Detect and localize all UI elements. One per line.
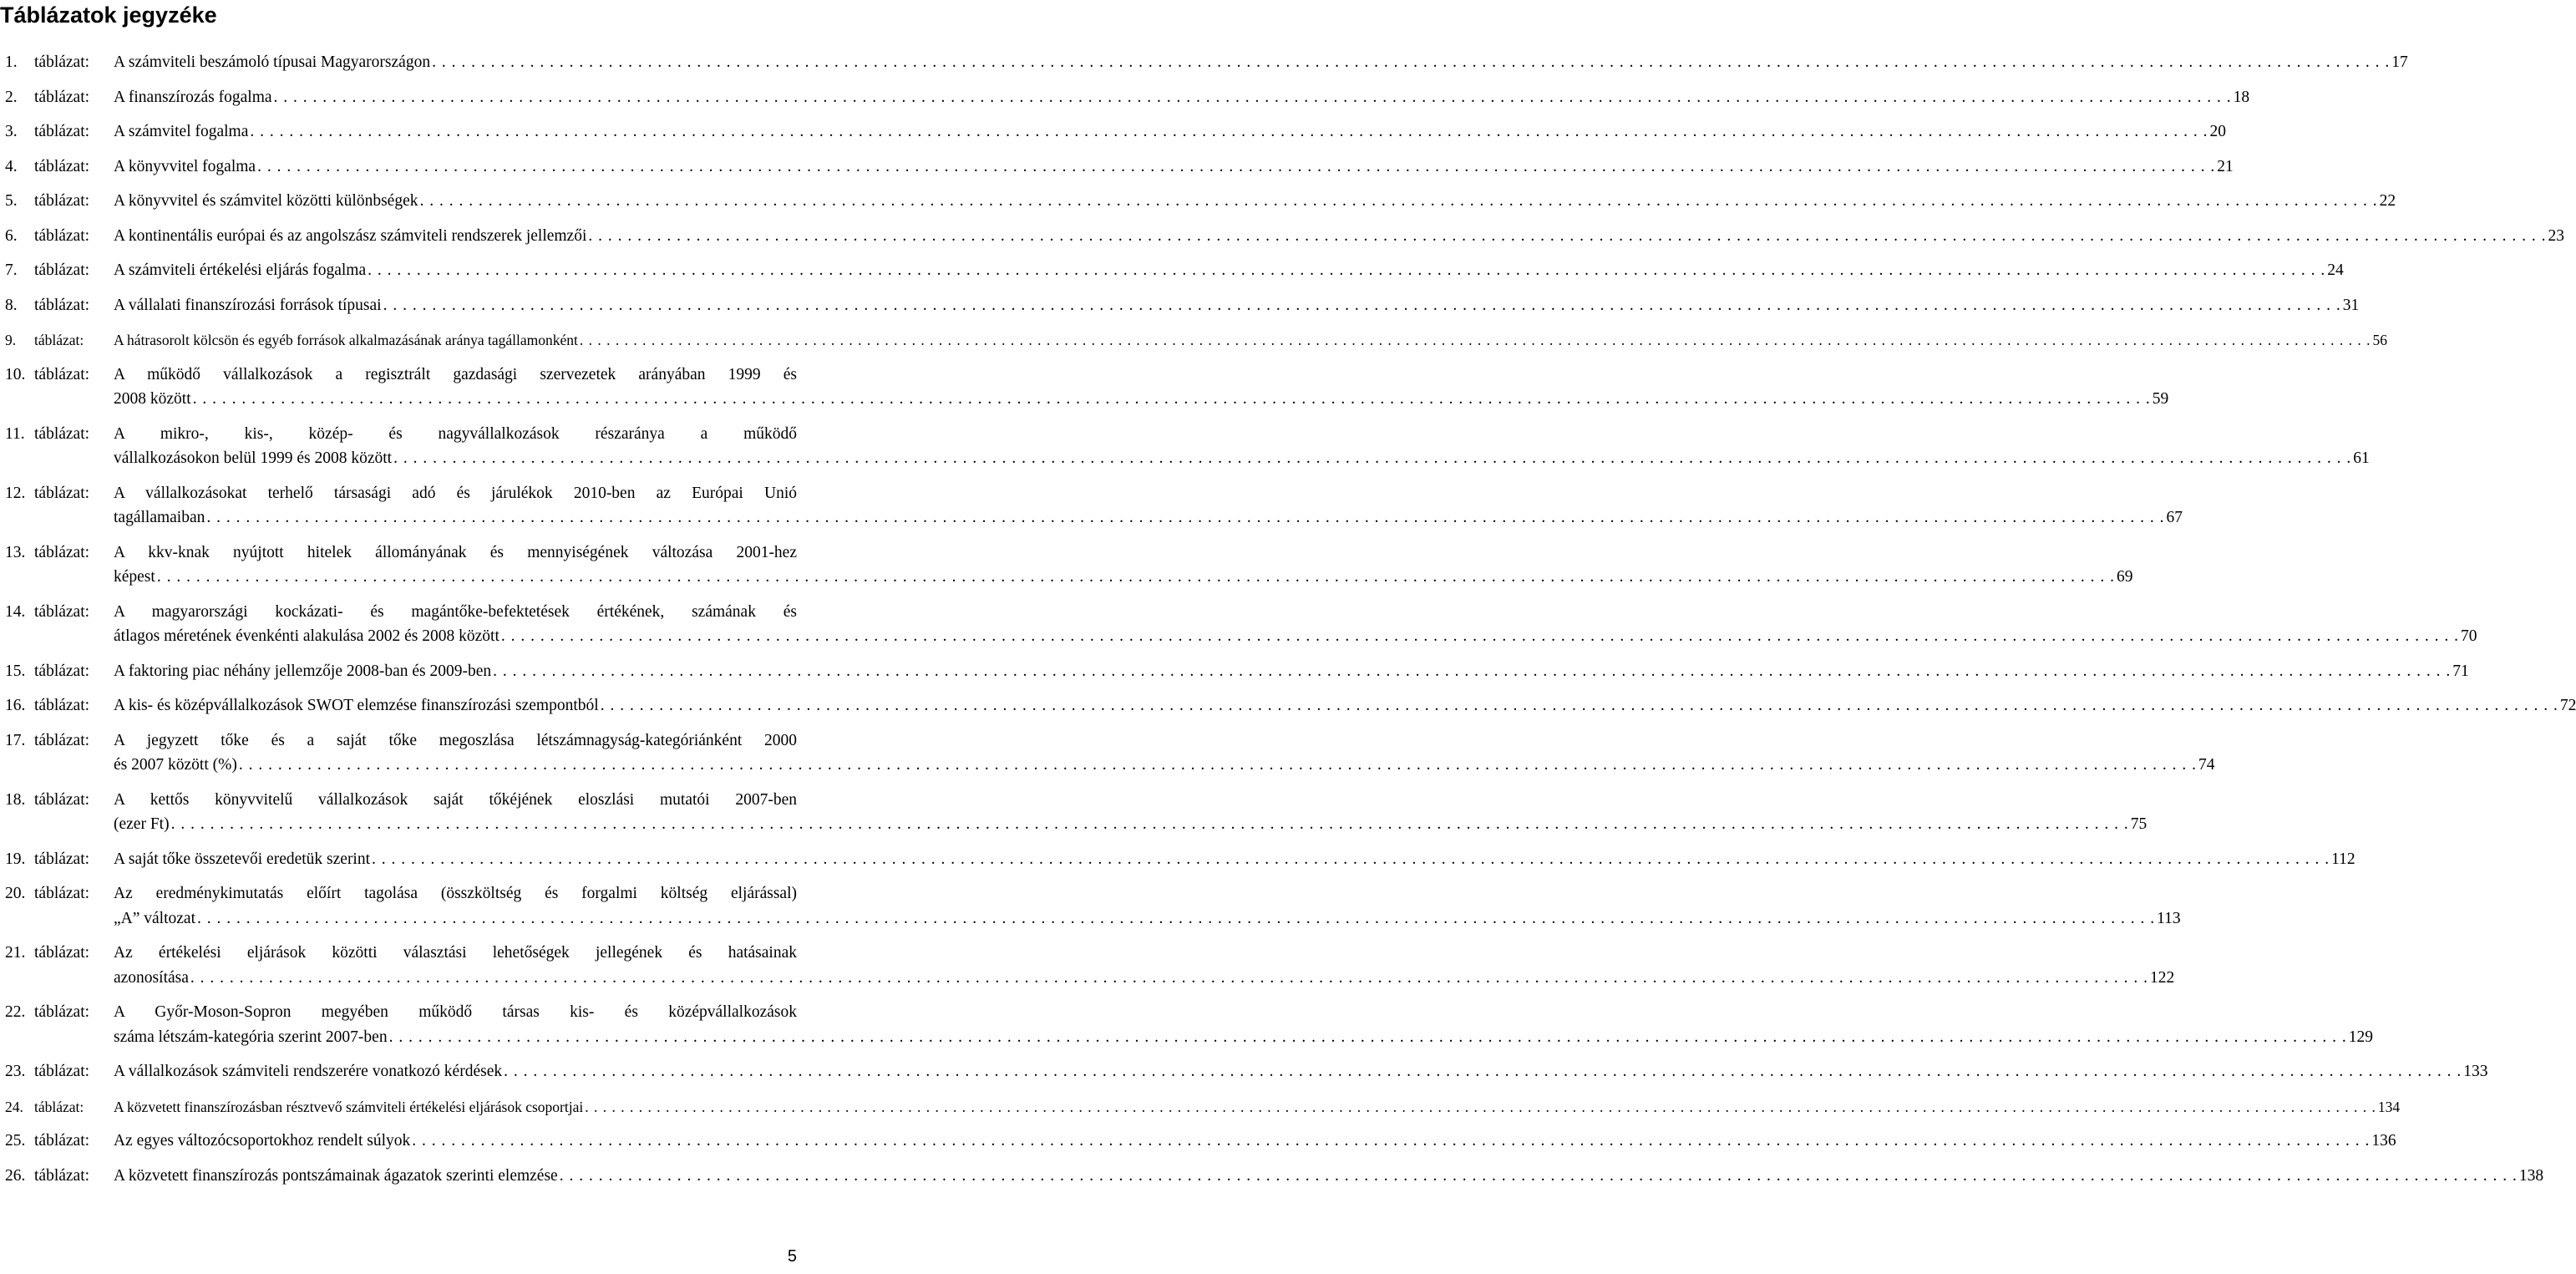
entry-title-line: [114, 387, 2169, 412]
dot-leader: . . . . . . . . . . . . . . . . . . . . . . . . . . . . . . . . . . . . . . . . . . . . . . . . . . . . . . . . . . . . . . . . . . . . . . . . . . . . . . . . . . . . . . . . . . . . . . . . . . . . . . . . . . . . . . . . . . . . . . . . . . . . . . . . . . . . . . . . . . . . . . . . . . . . . . . . . . . . . . . . . . . . . . . . . . . . . . . . . . . . . . . . . . . . . . . . . . . . . . . .: [156, 568, 2115, 586]
entry-title-line: [114, 753, 2215, 778]
entry-page-number: 23: [2548, 226, 2565, 245]
entry-number: 21.: [5, 944, 26, 962]
entry-label: táblázat:: [34, 226, 90, 245]
dot-leader: . . . . . . . . . . . . . . . . . . . . . . . . . . . . . . . . . . . . . . . . . . . . . . . . . . . . . . . . . . . . . . . . . . . . . . . . . . . . . . . . . . . . . . . . . . . . . . . . . . . . . . . . . . . . . . . . . . . . . . . . . . . . . . . . . . . . . . . . . . . . . . . . . . . . . . . . . . . . . . . . . . . . . . . . . . . . . . . . . . . . . . . . . . . . . . . . . . . . . . . .: [585, 1098, 2376, 1115]
entry-title: száma létszám-kategória szerint 2007-ben: [114, 1028, 388, 1046]
entry-title-line: [114, 85, 2250, 110]
entry-title-line: [114, 1129, 2396, 1154]
entry-title: Az egyes változócsoportokhoz rendelt súlyok: [114, 1132, 411, 1150]
dot-leader: . . . . . . . . . . . . . . . . . . . . . . . . . . . . . . . . . . . . . . . . . . . . . . . . . . . . . . . . . . . . . . . . . . . . . . . . . . . . . . . . . . . . . . . . . . . . . . . . . . . . . . . . . . . . . . . . . . . . . . . . . . . . . . . . . . . . . . . . . . . . . . . . . . . . . . . . . . . . . . . . . . . . . . . . . . . . . . . . . . . . . . . . . . . . . . . . . . . . . . . .: [432, 53, 2391, 71]
entry-label: táblázat:: [34, 424, 90, 443]
entry-page-number: 134: [2377, 1098, 2401, 1115]
entry-title-line: [114, 189, 2396, 214]
entry-title-line: [114, 327, 2388, 353]
dot-leader: . . . . . . . . . . . . . . . . . . . . . . . . . . . . . . . . . . . . . . . . . . . . . . . . . . . . . . . . . . . . . . . . . . . . . . . . . . . . . . . . . . . . . . . . . . . . . . . . . . . . . . . . . . . . . . . . . . . . . . . . . . . . . . . . . . . . . . . . . . . . . . . . . . . . . . . . . . . . . . . . . . . . . . . . . . . . . . . . . . . . . . . . . . . . . . . . . . . . . . . .: [273, 88, 2232, 106]
entry-number: 4.: [5, 157, 18, 175]
entry-label: táblázat:: [34, 1132, 90, 1150]
entry-label: táblázat:: [34, 296, 90, 314]
entry-label: táblázat:: [34, 88, 90, 106]
entry-number: 12.: [5, 484, 26, 502]
entry-number: 17.: [5, 731, 26, 749]
entry-title: A működő vállalkozások a regisztrált gazdasági szervezetek arányában 1999 és: [114, 365, 797, 383]
page-title: Táblázatok jegyzéke: [0, 3, 217, 28]
entry-title: A finanszírozás fogalma: [114, 88, 272, 106]
dot-leader: . . . . . . . . . . . . . . . . . . . . . . . . . . . . . . . . . . . . . . . . . . . . . . . . . . . . . . . . . . . . . . . . . . . . . . . . . . . . . . . . . . . . . . . . . . . . . . . . . . . . . . . . . . . . . . . . . . . . . . . . . . . . . . . . . . . . . . . . . . . . . . . . . . . . . . . . . . . . . . . . . . . . . . . . . . . . . . . . . . . . . . . . . . . . . . . . . . . . . . . .: [192, 390, 2151, 408]
dot-leader: . . . . . . . . . . . . . . . . . . . . . . . . . . . . . . . . . . . . . . . . . . . . . . . . . . . . . . . . . . . . . . . . . . . . . . . . . . . . . . . . . . . . . . . . . . . . . . . . . . . . . . . . . . . . . . . . . . . . . . . . . . . . . . . . . . . . . . . . . . . . . . . . . . . . . . . . . . . . . . . . . . . . . . . . . . . . . . . . . . . . . . . . . . . . . . . . . . . . . . . .: [197, 909, 2156, 927]
entry-page-number: 17: [2391, 53, 2408, 71]
entry-title: A számvitel fogalma: [114, 123, 249, 140]
entry-title: A Győr-Moson-Sopron megyében működő társas kis- és középvállalkozások: [114, 1003, 797, 1021]
dot-leader: . . . . . . . . . . . . . . . . . . . . . . . . . . . . . . . . . . . . . . . . . . . . . . . . . . . . . . . . . . . . . . . . . . . . . . . . . . . . . . . . . . . . . . . . . . . . . . . . . . . . . . . . . . . . . . . . . . . . . . . . . . . . . . . . . . . . . . . . . . . . . . . . . . . . . . . . . . . . . . . . . . . . . . . . . . . . . . . . . . . . . . . . . . . . . . . . . . . . . . . .: [190, 968, 2149, 987]
entry-title: vállalkozásokon belül 1999 és 2008 között: [114, 449, 393, 467]
entry-title: A kkv-knak nyújtott hitelek állományának és mennyiségének változása 2001-hez: [114, 543, 797, 561]
entry-title: A könyvvitel fogalma: [114, 157, 256, 175]
entry-label: táblázat:: [34, 697, 90, 714]
entry-title: A mikro-, kis-, közép- és nagyvállalkozások részaránya a működő: [114, 424, 797, 443]
entry-title: (ezer Ft): [114, 815, 170, 833]
entry-number: 25.: [5, 1132, 26, 1150]
entry-number: 16.: [5, 697, 26, 714]
entry-title: A vállalati finanszírozási források típusai: [114, 296, 382, 314]
entry-label: táblázat:: [34, 1098, 84, 1115]
entry-number: 8.: [5, 296, 18, 314]
entry-title: Az értékelési eljárások közötti választási lehetőségek jellegének és hatásainak: [114, 944, 797, 962]
entry-title: A számviteli értékelési eljárás fogalma: [114, 261, 367, 279]
entry-number: 19.: [5, 850, 26, 868]
entry-label: táblázat:: [34, 53, 90, 71]
entry-page-number: 21: [2217, 157, 2234, 175]
entry-number: 1.: [5, 53, 18, 71]
entry-title: A jegyzett tőke és a saját tőke megoszlása létszámnagyság-kategóriánként 2000: [114, 731, 797, 749]
entry-label: táblázat:: [34, 365, 90, 383]
entry-page-number: 74: [2198, 756, 2215, 774]
page-number: 5: [787, 1247, 797, 1266]
entry-label: táblázat:: [34, 261, 90, 279]
dot-leader: . . . . . . . . . . . . . . . . . . . . . . . . . . . . . . . . . . . . . . . . . . . . . . . . . . . . . . . . . . . . . . . . . . . . . . . . . . . . . . . . . . . . . . . . . . . . . . . . . . . . . . . . . . . . . . . . . . . . . . . . . . . . . . . . . . . . . . . . . . . . . . . . . . . . . . . . . . . . . . . . . . . . . . . . . . . . . . . . . . . . . . . . . . . . . . . . . . . . . . . .: [493, 662, 2452, 680]
entry-page-number: 24: [2327, 261, 2344, 279]
entry-label: táblázat:: [34, 1063, 90, 1080]
entry-title-line: [114, 258, 2344, 283]
entry-number: 5.: [5, 192, 18, 210]
dot-leader: . . . . . . . . . . . . . . . . . . . . . . . . . . . . . . . . . . . . . . . . . . . . . . . . . . . . . . . . . . . . . . . . . . . . . . . . . . . . . . . . . . . . . . . . . . . . . . . . . . . . . . . . . . . . . . . . . . . . . . . . . . . . . . . . . . . . . . . . . . . . . . . . . . . . . . . . . . . . . . . . . . . . . . . . . . . . . . . . . . . . . . . . . . . . . . . . . . . . . . . .: [257, 157, 2216, 175]
entry-page-number: 113: [2157, 909, 2181, 927]
entry-title-line: [114, 1164, 2544, 1189]
entry-page-number: 129: [2348, 1028, 2373, 1046]
entry-title: azonosítása: [114, 968, 189, 987]
entry-number: 22.: [5, 1003, 26, 1021]
entry-title-line: [114, 119, 2226, 145]
entry-number: 6.: [5, 226, 18, 245]
entry-title: A könyvvitel és számvitel közötti különbségek: [114, 192, 418, 210]
entry-label: táblázat:: [34, 1003, 90, 1021]
entry-title: A kontinentális európai és az angolszász számviteli rendszerek jellemzői: [114, 226, 587, 245]
entry-label: táblázat:: [34, 1166, 90, 1185]
entry-page-number: 70: [2461, 627, 2477, 645]
entry-number: 24.: [5, 1098, 23, 1115]
entry-page-number: 59: [2152, 390, 2169, 408]
entry-title: A közvetett finanszírozás pontszámainak ágazatok szerinti elemzése: [114, 1166, 558, 1185]
entry-page-number: 72: [2559, 697, 2576, 714]
entry-label: táblázat:: [34, 885, 90, 902]
entry-title: A vállalkozásokat terhelő társasági adó és járulékok 2010-ben az Európai Unió: [114, 484, 797, 502]
entry-number: 15.: [5, 662, 26, 680]
entry-label: táblázat:: [34, 157, 90, 175]
entry-label: táblázat:: [34, 731, 90, 749]
entry-page-number: 138: [2518, 1166, 2544, 1185]
entry-label: táblázat:: [34, 192, 90, 210]
dot-leader: . . . . . . . . . . . . . . . . . . . . . . . . . . . . . . . . . . . . . . . . . . . . . . . . . . . . . . . . . . . . . . . . . . . . . . . . . . . . . . . . . . . . . . . . . . . . . . . . . . . . . . . . . . . . . . . . . . . . . . . . . . . . . . . . . . . . . . . . . . . . . . . . . . . . . . . . . . . . . . . . . . . . . . . . . . . . . . . . . . . . . . . . . . . . . . . . . . . . . . . .: [368, 261, 2326, 279]
entry-title-line: [114, 1059, 2488, 1084]
entry-page-number: 71: [2452, 662, 2469, 680]
entry-number: 3.: [5, 123, 18, 140]
dot-leader: . . . . . . . . . . . . . . . . . . . . . . . . . . . . . . . . . . . . . . . . . . . . . . . . . . . . . . . . . . . . . . . . . . . . . . . . . . . . . . . . . . . . . . . . . . . . . . . . . . . . . . . . . . . . . . . . . . . . . . . . . . . . . . . . . . . . . . . . . . . . . . . . . . . . . . . . . . . . . . . . . . . . . . . . . . . . . . . . . . . . . . . . . . . . . . . . . . . . . . . .: [250, 123, 2208, 140]
entry-title: A faktoring piac néhány jellemzője 2008-ban és 2009-ben: [114, 662, 492, 680]
entry-number: 11.: [5, 424, 25, 443]
entry-page-number: 56: [2372, 332, 2388, 348]
entry-title: „A” változat: [114, 909, 195, 927]
entry-number: 20.: [5, 885, 26, 902]
entry-label: táblázat:: [34, 602, 90, 621]
entry-title-line: [114, 565, 2133, 590]
entry-page-number: 112: [2331, 850, 2355, 868]
dot-leader: . . . . . . . . . . . . . . . . . . . . . . . . . . . . . . . . . . . . . . . . . . . . . . . . . . . . . . . . . . . . . . . . . . . . . . . . . . . . . . . . . . . . . . . . . . . . . . . . . . . . . . . . . . . . . . . . . . . . . . . . . . . . . . . . . . . . . . . . . . . . . . . . . . . . . . . . . . . . . . . . . . . . . . . . . . . . . . . . . . . . . . . . . . . . . . . . . . . . . . . .: [559, 1166, 2518, 1185]
dot-leader: . . . . . . . . . . . . . . . . . . . . . . . . . . . . . . . . . . . . . . . . . . . . . . . . . . . . . . . . . . . . . . . . . . . . . . . . . . . . . . . . . . . . . . . . . . . . . . . . . . . . . . . . . . . . . . . . . . . . . . . . . . . . . . . . . . . . . . . . . . . . . . . . . . . . . . . . . . . . . . . . . . . . . . . . . . . . . . . . . . . . . . . . . . . . . . . . . . . . . . . .: [372, 850, 2330, 868]
entry-page-number: 22: [2379, 192, 2396, 210]
dot-leader: . . . . . . . . . . . . . . . . . . . . . . . . . . . . . . . . . . . . . . . . . . . . . . . . . . . . . . . . . . . . . . . . . . . . . . . . . . . . . . . . . . . . . . . . . . . . . . . . . . . . . . . . . . . . . . . . . . . . . . . . . . . . . . . . . . . . . . . . . . . . . . . . . . . . . . . . . . . . . . . . . . . . . . . . . . . . . . . . . . . . . . . . . . . . . . . . . . . . . . . .: [412, 1132, 2371, 1150]
entry-title: A kettős könyvvitelű vállalkozások saját tőkéjének eloszlási mutatói 2007-ben: [114, 790, 797, 809]
entry-number: 26.: [5, 1166, 26, 1185]
entry-label: táblázat:: [34, 543, 90, 561]
entry-title: képest: [114, 568, 155, 586]
entry-label: táblázat:: [34, 790, 90, 809]
dot-leader: . . . . . . . . . . . . . . . . . . . . . . . . . . . . . . . . . . . . . . . . . . . . . . . . . . . . . . . . . . . . . . . . . . . . . . . . . . . . . . . . . . . . . . . . . . . . . . . . . . . . . . . . . . . . . . . . . . . . . . . . . . . . . . . . . . . . . . . . . . . . . . . . . . . . . . . . . . . . . . . . . . . . . . . . . . . . . . . . . . . . . . . . . . . . . . . . . . . . . . . .: [419, 192, 2378, 210]
entry-title-line: [114, 1025, 2373, 1050]
entry-title-line: [114, 659, 2469, 684]
entry-title: 2008 között: [114, 390, 191, 408]
entry-number: 7.: [5, 261, 18, 279]
entry-title: A hátrasorolt kölcsön és egyéb források alkalmazásának aránya tagállamonként: [114, 332, 578, 348]
dot-leader: . . . . . . . . . . . . . . . . . . . . . . . . . . . . . . . . . . . . . . . . . . . . . . . . . . . . . . . . . . . . . . . . . . . . . . . . . . . . . . . . . . . . . . . . . . . . . . . . . . . . . . . . . . . . . . . . . . . . . . . . . . . . . . . . . . . . . . . . . . . . . . . . . . . . . . . . . . . . . . . . . . . . . . . . . . . . . . . . . . . . . . . . . . . . . . . . . . . . . . . .: [238, 756, 2197, 774]
dot-leader: . . . . . . . . . . . . . . . . . . . . . . . . . . . . . . . . . . . . . . . . . . . . . . . . . . . . . . . . . . . . . . . . . . . . . . . . . . . . . . . . . . . . . . . . . . . . . . . . . . . . . . . . . . . . . . . . . . . . . . . . . . . . . . . . . . . . . . . . . . . . . . . . . . . . . . . . . . . . . . . . . . . . . . . . . . . . . . . . . . . . . . . . . . . . . . . . . . . . . . . .: [500, 627, 2460, 645]
entry-title-line: [114, 155, 2234, 180]
entry-title-line: [114, 224, 2565, 249]
entry-title-line: [114, 1094, 2401, 1119]
entry-title: A vállalkozások számviteli rendszerére vonatkozó kérdések: [114, 1063, 503, 1080]
entry-label: táblázat:: [34, 944, 90, 962]
entry-label: táblázat:: [34, 662, 90, 680]
entry-title: A kis- és középvállalkozások SWOT elemzése finanszírozási szempontból: [114, 697, 599, 714]
entry-page-number: 136: [2371, 1132, 2396, 1150]
entry-title: A saját tőke összetevői eredetük szerint: [114, 850, 371, 868]
dot-leader: . . . . . . . . . . . . . . . . . . . . . . . . . . . . . . . . . . . . . . . . . . . . . . . . . . . . . . . . . . . . . . . . . . . . . . . . . . . . . . . . . . . . . . . . . . . . . . . . . . . . . . . . . . . . . . . . . . . . . . . . . . . . . . . . . . . . . . . . . . . . . . . . . . . . . . . . . . . . . . . . . . . . . . . . . . . . . . . . . . . . . . . . . . . . . . . . . . . . . . . .: [579, 332, 2371, 348]
entry-title: és 2007 között (%): [114, 756, 237, 774]
entry-number: 2.: [5, 88, 18, 106]
dot-leader: . . . . . . . . . . . . . . . . . . . . . . . . . . . . . . . . . . . . . . . . . . . . . . . . . . . . . . . . . . . . . . . . . . . . . . . . . . . . . . . . . . . . . . . . . . . . . . . . . . . . . . . . . . . . . . . . . . . . . . . . . . . . . . . . . . . . . . . . . . . . . . . . . . . . . . . . . . . . . . . . . . . . . . . . . . . . . . . . . . . . . . . . . . . . . . . . . . . . . . . .: [206, 509, 2165, 526]
entry-number: 9.: [5, 332, 17, 348]
entry-title-line: [114, 293, 2360, 318]
entry-title: A számviteli beszámoló típusai Magyarországon: [114, 53, 431, 71]
entry-title-line: [114, 966, 2175, 991]
entry-title: Az eredménykimutatás előírt tagolása (összköltség és forgalmi költség eljárással): [114, 885, 797, 902]
dot-leader: . . . . . . . . . . . . . . . . . . . . . . . . . . . . . . . . . . . . . . . . . . . . . . . . . . . . . . . . . . . . . . . . . . . . . . . . . . . . . . . . . . . . . . . . . . . . . . . . . . . . . . . . . . . . . . . . . . . . . . . . . . . . . . . . . . . . . . . . . . . . . . . . . . . . . . . . . . . . . . . . . . . . . . . . . . . . . . . . . . . . . . . . . . . . . . . . . . . . . . . .: [170, 815, 2129, 833]
entry-title-line: [114, 812, 2148, 837]
entry-title-line: [114, 446, 2370, 471]
entry-page-number: 69: [2116, 568, 2133, 586]
entry-title-line: [114, 505, 2183, 530]
entry-number: 14.: [5, 602, 26, 621]
dot-leader: . . . . . . . . . . . . . . . . . . . . . . . . . . . . . . . . . . . . . . . . . . . . . . . . . . . . . . . . . . . . . . . . . . . . . . . . . . . . . . . . . . . . . . . . . . . . . . . . . . . . . . . . . . . . . . . . . . . . . . . . . . . . . . . . . . . . . . . . . . . . . . . . . . . . . . . . . . . . . . . . . . . . . . . . . . . . . . . . . . . . . . . . . . . . . . . . . . . . . . . .: [588, 226, 2547, 245]
entry-page-number: 67: [2166, 509, 2183, 526]
entry-number: 18.: [5, 790, 26, 809]
entry-number: 23.: [5, 1063, 26, 1080]
entry-page-number: 75: [2130, 815, 2148, 833]
entry-page-number: 31: [2342, 296, 2360, 314]
entry-title-line: [114, 50, 2408, 75]
entry-number: 10.: [5, 365, 26, 383]
entry-title-line: [114, 624, 2477, 649]
entry-label: táblázat:: [34, 123, 90, 140]
dot-leader: . . . . . . . . . . . . . . . . . . . . . . . . . . . . . . . . . . . . . . . . . . . . . . . . . . . . . . . . . . . . . . . . . . . . . . . . . . . . . . . . . . . . . . . . . . . . . . . . . . . . . . . . . . . . . . . . . . . . . . . . . . . . . . . . . . . . . . . . . . . . . . . . . . . . . . . . . . . . . . . . . . . . . . . . . . . . . . . . . . . . . . . . . . . . . . . . . . . . . . . .: [383, 296, 2341, 314]
entry-label: táblázat:: [34, 332, 84, 348]
dot-leader: . . . . . . . . . . . . . . . . . . . . . . . . . . . . . . . . . . . . . . . . . . . . . . . . . . . . . . . . . . . . . . . . . . . . . . . . . . . . . . . . . . . . . . . . . . . . . . . . . . . . . . . . . . . . . . . . . . . . . . . . . . . . . . . . . . . . . . . . . . . . . . . . . . . . . . . . . . . . . . . . . . . . . . . . . . . . . . . . . . . . . . . . . . . . . . . . . . . . . . . .: [393, 449, 2352, 467]
dot-leader: . . . . . . . . . . . . . . . . . . . . . . . . . . . . . . . . . . . . . . . . . . . . . . . . . . . . . . . . . . . . . . . . . . . . . . . . . . . . . . . . . . . . . . . . . . . . . . . . . . . . . . . . . . . . . . . . . . . . . . . . . . . . . . . . . . . . . . . . . . . . . . . . . . . . . . . . . . . . . . . . . . . . . . . . . . . . . . . . . . . . . . . . . . . . . . . . . . . . . . . .: [600, 697, 2558, 714]
entry-title: A közvetett finanszírozásban résztvevő számviteli értékelési eljárások csoportjai: [114, 1098, 584, 1115]
dot-leader: . . . . . . . . . . . . . . . . . . . . . . . . . . . . . . . . . . . . . . . . . . . . . . . . . . . . . . . . . . . . . . . . . . . . . . . . . . . . . . . . . . . . . . . . . . . . . . . . . . . . . . . . . . . . . . . . . . . . . . . . . . . . . . . . . . . . . . . . . . . . . . . . . . . . . . . . . . . . . . . . . . . . . . . . . . . . . . . . . . . . . . . . . . . . . . . . . . . . . . . .: [504, 1063, 2462, 1080]
entry-title: tagállamaiban: [114, 509, 205, 526]
entry-number: 13.: [5, 543, 26, 561]
entry-title-line: [114, 693, 2576, 718]
entry-title: A magyarországi kockázati- és magántőke-befektetések értékének, számának és: [114, 602, 797, 621]
entry-title: átlagos méretének évenkénti alakulása 2002 és 2008 között: [114, 627, 499, 645]
dot-leader: . . . . . . . . . . . . . . . . . . . . . . . . . . . . . . . . . . . . . . . . . . . . . . . . . . . . . . . . . . . . . . . . . . . . . . . . . . . . . . . . . . . . . . . . . . . . . . . . . . . . . . . . . . . . . . . . . . . . . . . . . . . . . . . . . . . . . . . . . . . . . . . . . . . . . . . . . . . . . . . . . . . . . . . . . . . . . . . . . . . . . . . . . . . . . . . . . . . . . . . .: [388, 1028, 2347, 1046]
entry-page-number: 122: [2150, 968, 2175, 987]
entry-page-number: 20: [2209, 123, 2226, 140]
entry-page-number: 18: [2233, 88, 2250, 106]
entry-page-number: 133: [2463, 1063, 2488, 1080]
entry-page-number: 61: [2353, 449, 2370, 467]
entry-title-line: [114, 906, 2181, 931]
entry-label: táblázat:: [34, 484, 90, 502]
entry-title-line: [114, 847, 2355, 872]
entry-label: táblázat:: [34, 850, 90, 868]
